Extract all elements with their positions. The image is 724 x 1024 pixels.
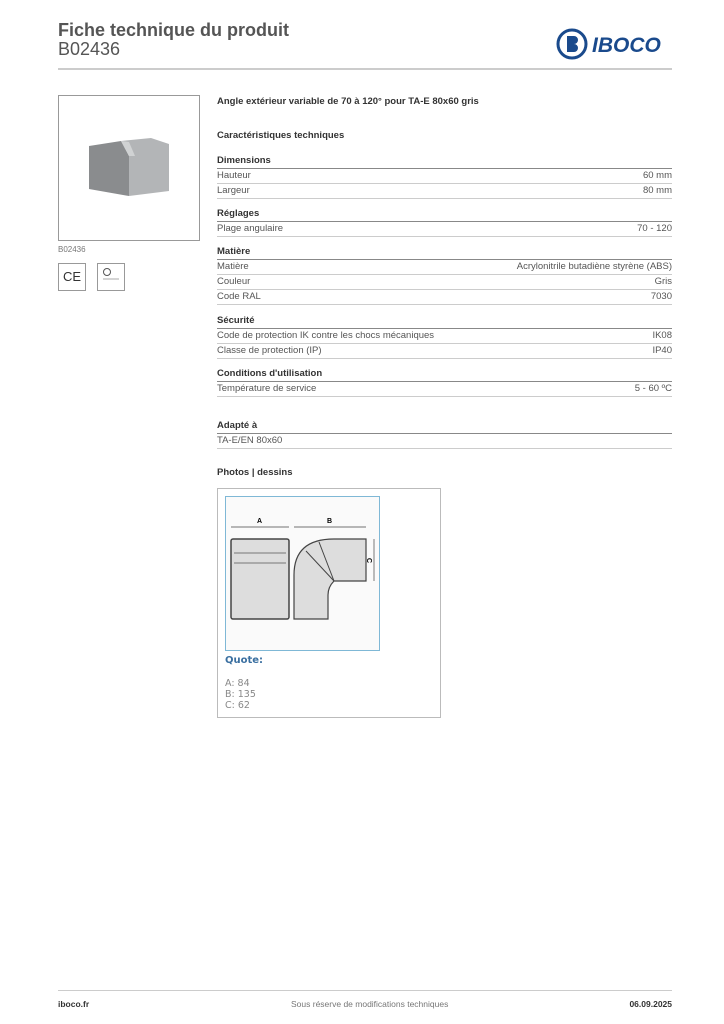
technical-drawing-box: [217, 488, 441, 718]
spec-label: Matière: [217, 261, 249, 272]
spec-value: 5 - 60 ºC: [634, 383, 672, 394]
spec-label: Température de service: [217, 383, 317, 394]
footer-date: 06.09.2025: [629, 999, 672, 1009]
section-safety: [217, 314, 672, 359]
section-heading: Dimensions: [217, 154, 672, 169]
adapted-item: [217, 434, 672, 449]
specs-heading: Caractéristiques techniques: [217, 130, 345, 141]
spec-row: [217, 329, 672, 344]
section-adapted: [217, 419, 672, 449]
footer-site-link[interactable]: iboco.fr: [58, 999, 90, 1009]
spec-row: [217, 382, 672, 397]
spec-value: 60 mm: [642, 170, 672, 181]
spec-row: [217, 169, 672, 184]
spec-label: Hauteur: [217, 170, 251, 181]
section-heading: Matière: [217, 245, 672, 260]
adapted-label: TA-E/EN 80x60: [217, 435, 283, 446]
section-heading: Conditions d'utilisation: [217, 367, 672, 382]
section-heading: Réglages: [217, 207, 672, 222]
spec-label: Code RAL: [217, 291, 261, 302]
section-settings: [217, 207, 672, 237]
spec-label: Plage angulaire: [217, 223, 284, 234]
image-caption: B02436: [58, 245, 86, 254]
page-title: Fiche technique du produit: [58, 20, 289, 40]
spec-value: IP40: [652, 345, 672, 356]
spec-value: Acrylonitrile butadiène styrène (ABS): [516, 261, 672, 272]
dim-a: A: 84: [225, 678, 250, 689]
technical-drawing: [225, 496, 380, 651]
dim-c: C: 62: [225, 700, 250, 711]
spec-label: Couleur: [217, 276, 251, 287]
dim-label-a: A: [257, 518, 263, 525]
svg-text:IBOCO: IBOCO: [592, 34, 661, 57]
spec-row: [217, 275, 672, 290]
footer-divider: [58, 990, 672, 991]
ce-mark-icon: [58, 263, 86, 291]
spec-row: [217, 184, 672, 199]
section-dimensions: [217, 154, 672, 199]
spec-label: Largeur: [217, 185, 250, 196]
product-code: B02436: [58, 39, 121, 59]
spec-value: 7030: [650, 291, 672, 302]
ul-mark-icon: [97, 263, 125, 291]
spec-row: [217, 344, 672, 359]
section-heading: Sécurité: [217, 314, 672, 329]
spec-row: [217, 260, 672, 275]
spec-row: [217, 290, 672, 305]
spec-value: 70 - 120: [637, 223, 672, 234]
iboco-logo: [556, 28, 674, 60]
product-description: Angle extérieur variable de 70 à 120° pour TA-E 80x60 gris: [217, 96, 479, 107]
spec-label: Classe de protection (IP): [217, 345, 322, 356]
spec-value: 80 mm: [642, 185, 672, 196]
spec-row: [217, 222, 672, 237]
header-divider: [58, 68, 672, 70]
photos-heading: Photos | dessins: [217, 467, 293, 478]
footer-note: Sous réserve de modifications techniques: [291, 999, 449, 1009]
spec-label: Code de protection IK contre les chocs mécaniques: [217, 330, 435, 341]
dim-label-b: B: [327, 518, 333, 525]
ce-label: CE: [62, 269, 82, 284]
product-image: [58, 95, 200, 241]
dim-b: B: 135: [225, 689, 256, 700]
quote-label: Quote:: [225, 655, 264, 666]
section-material: [217, 245, 672, 305]
section-heading: Adapté à: [217, 419, 672, 434]
spec-value: IK08: [652, 330, 672, 341]
spec-value: Gris: [654, 276, 672, 287]
dim-label-c: C: [365, 558, 372, 564]
section-conditions: [217, 367, 672, 397]
